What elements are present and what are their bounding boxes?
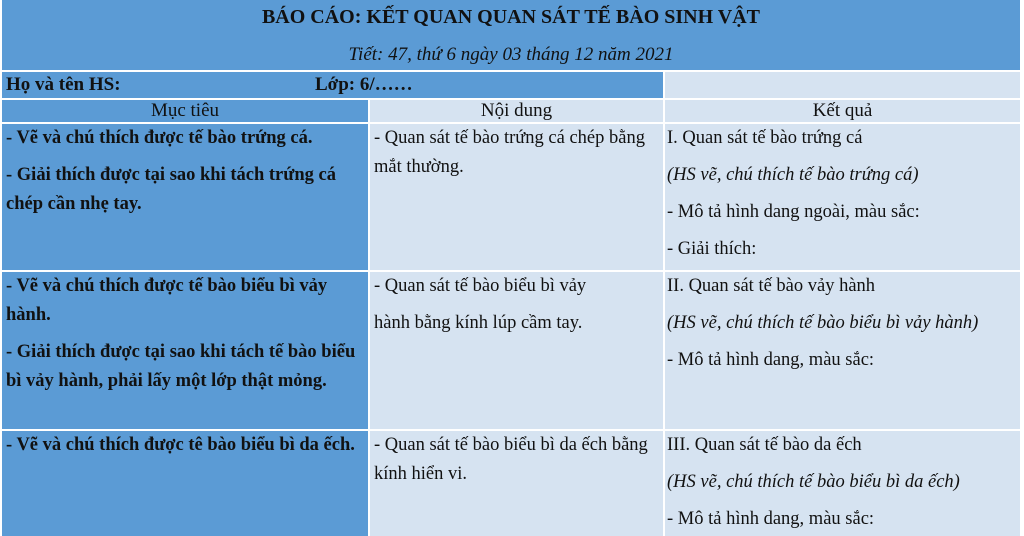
row2-goal-2: - Giải thích được tại sao khi tách tế bào biểu bì vảy hành, phải lấy một lớp thật mỏng. <box>6 342 356 391</box>
row3-result-note: (HS vẽ, chú thích tế bào biểu bì da ếch) <box>667 472 960 492</box>
row2-goal-1: - Vẽ và chú thích được tế bào biểu bì vảy hành. <box>6 276 328 325</box>
report-title: BÁO CÁO: KẾT QUAN QUAN SÁT TẾ BÀO SINH VẬT <box>261 6 761 28</box>
row1-noi-dung <box>370 124 663 270</box>
row3-result-describe: - Mô tả hình dang, màu sắc: <box>667 509 875 529</box>
student-info-row <box>2 72 663 98</box>
report-subtitle: Tiết: 47, thứ 6 ngày 03 tháng 12 năm 2021 <box>348 44 674 65</box>
class-label: Lớp: 6/…… <box>315 74 413 95</box>
column-header-muc-tieu: Mục tiêu <box>2 100 368 122</box>
row1-ket-qua <box>665 124 1020 270</box>
row3-content-1: - Quan sát tế bào biểu bì da ếch bằng kính hiển vi. <box>374 435 648 484</box>
row1-result-heading: I. Quan sát tế bào trứng cá <box>667 128 863 148</box>
row2-muc-tieu <box>2 272 368 429</box>
row2-result-describe: - Mô tả hình dang, màu sắc: <box>667 350 875 370</box>
row2-ket-qua <box>665 272 1020 429</box>
row1-result-note: (HS vẽ, chú thích tế bào trứng cá) <box>667 165 919 185</box>
row3-noi-dung <box>370 431 663 536</box>
row1-content-1: - Quan sát tế bào trứng cá chép bằng mắt thường. <box>374 128 645 177</box>
student-info-blank <box>665 72 1020 98</box>
row1-result-describe: - Mô tả hình dang ngoài, màu sắc: <box>667 202 920 222</box>
column-header-ket-qua: Kết quả <box>665 100 1020 122</box>
row1-goal-2: - Giải thích được tại sao khi tách trứng cá chép cần nhẹ tay. <box>6 165 336 214</box>
student-name-label: Họ và tên HS: <box>6 74 121 95</box>
row3-muc-tieu <box>2 431 368 536</box>
row2-noi-dung <box>370 272 663 429</box>
row3-ket-qua <box>665 431 1020 536</box>
row3-goal-1: - Vẽ và chú thích được tê bào biểu bì da ếch. <box>6 435 355 455</box>
row2-content-2: hành bằng kính lúp cầm tay. <box>374 313 583 333</box>
row1-result-explain: - Giải thích: <box>667 239 757 259</box>
row2-content-1: - Quan sát tế bào biểu bì vảy <box>374 276 587 296</box>
row1-muc-tieu <box>2 124 368 270</box>
row1-goal-1: - Vẽ và chú thích được tế bào trứng cá. <box>6 128 313 148</box>
column-header-noi-dung: Nội dung <box>370 100 663 122</box>
row3-result-heading: III. Quan sát tế bào da ếch <box>667 435 862 455</box>
row2-result-note: (HS vẽ, chú thích tế bào biểu bì vảy hành) <box>667 313 979 333</box>
report-header <box>2 0 1020 70</box>
row2-result-heading: II. Quan sát tế bào vảy hành <box>667 276 876 296</box>
